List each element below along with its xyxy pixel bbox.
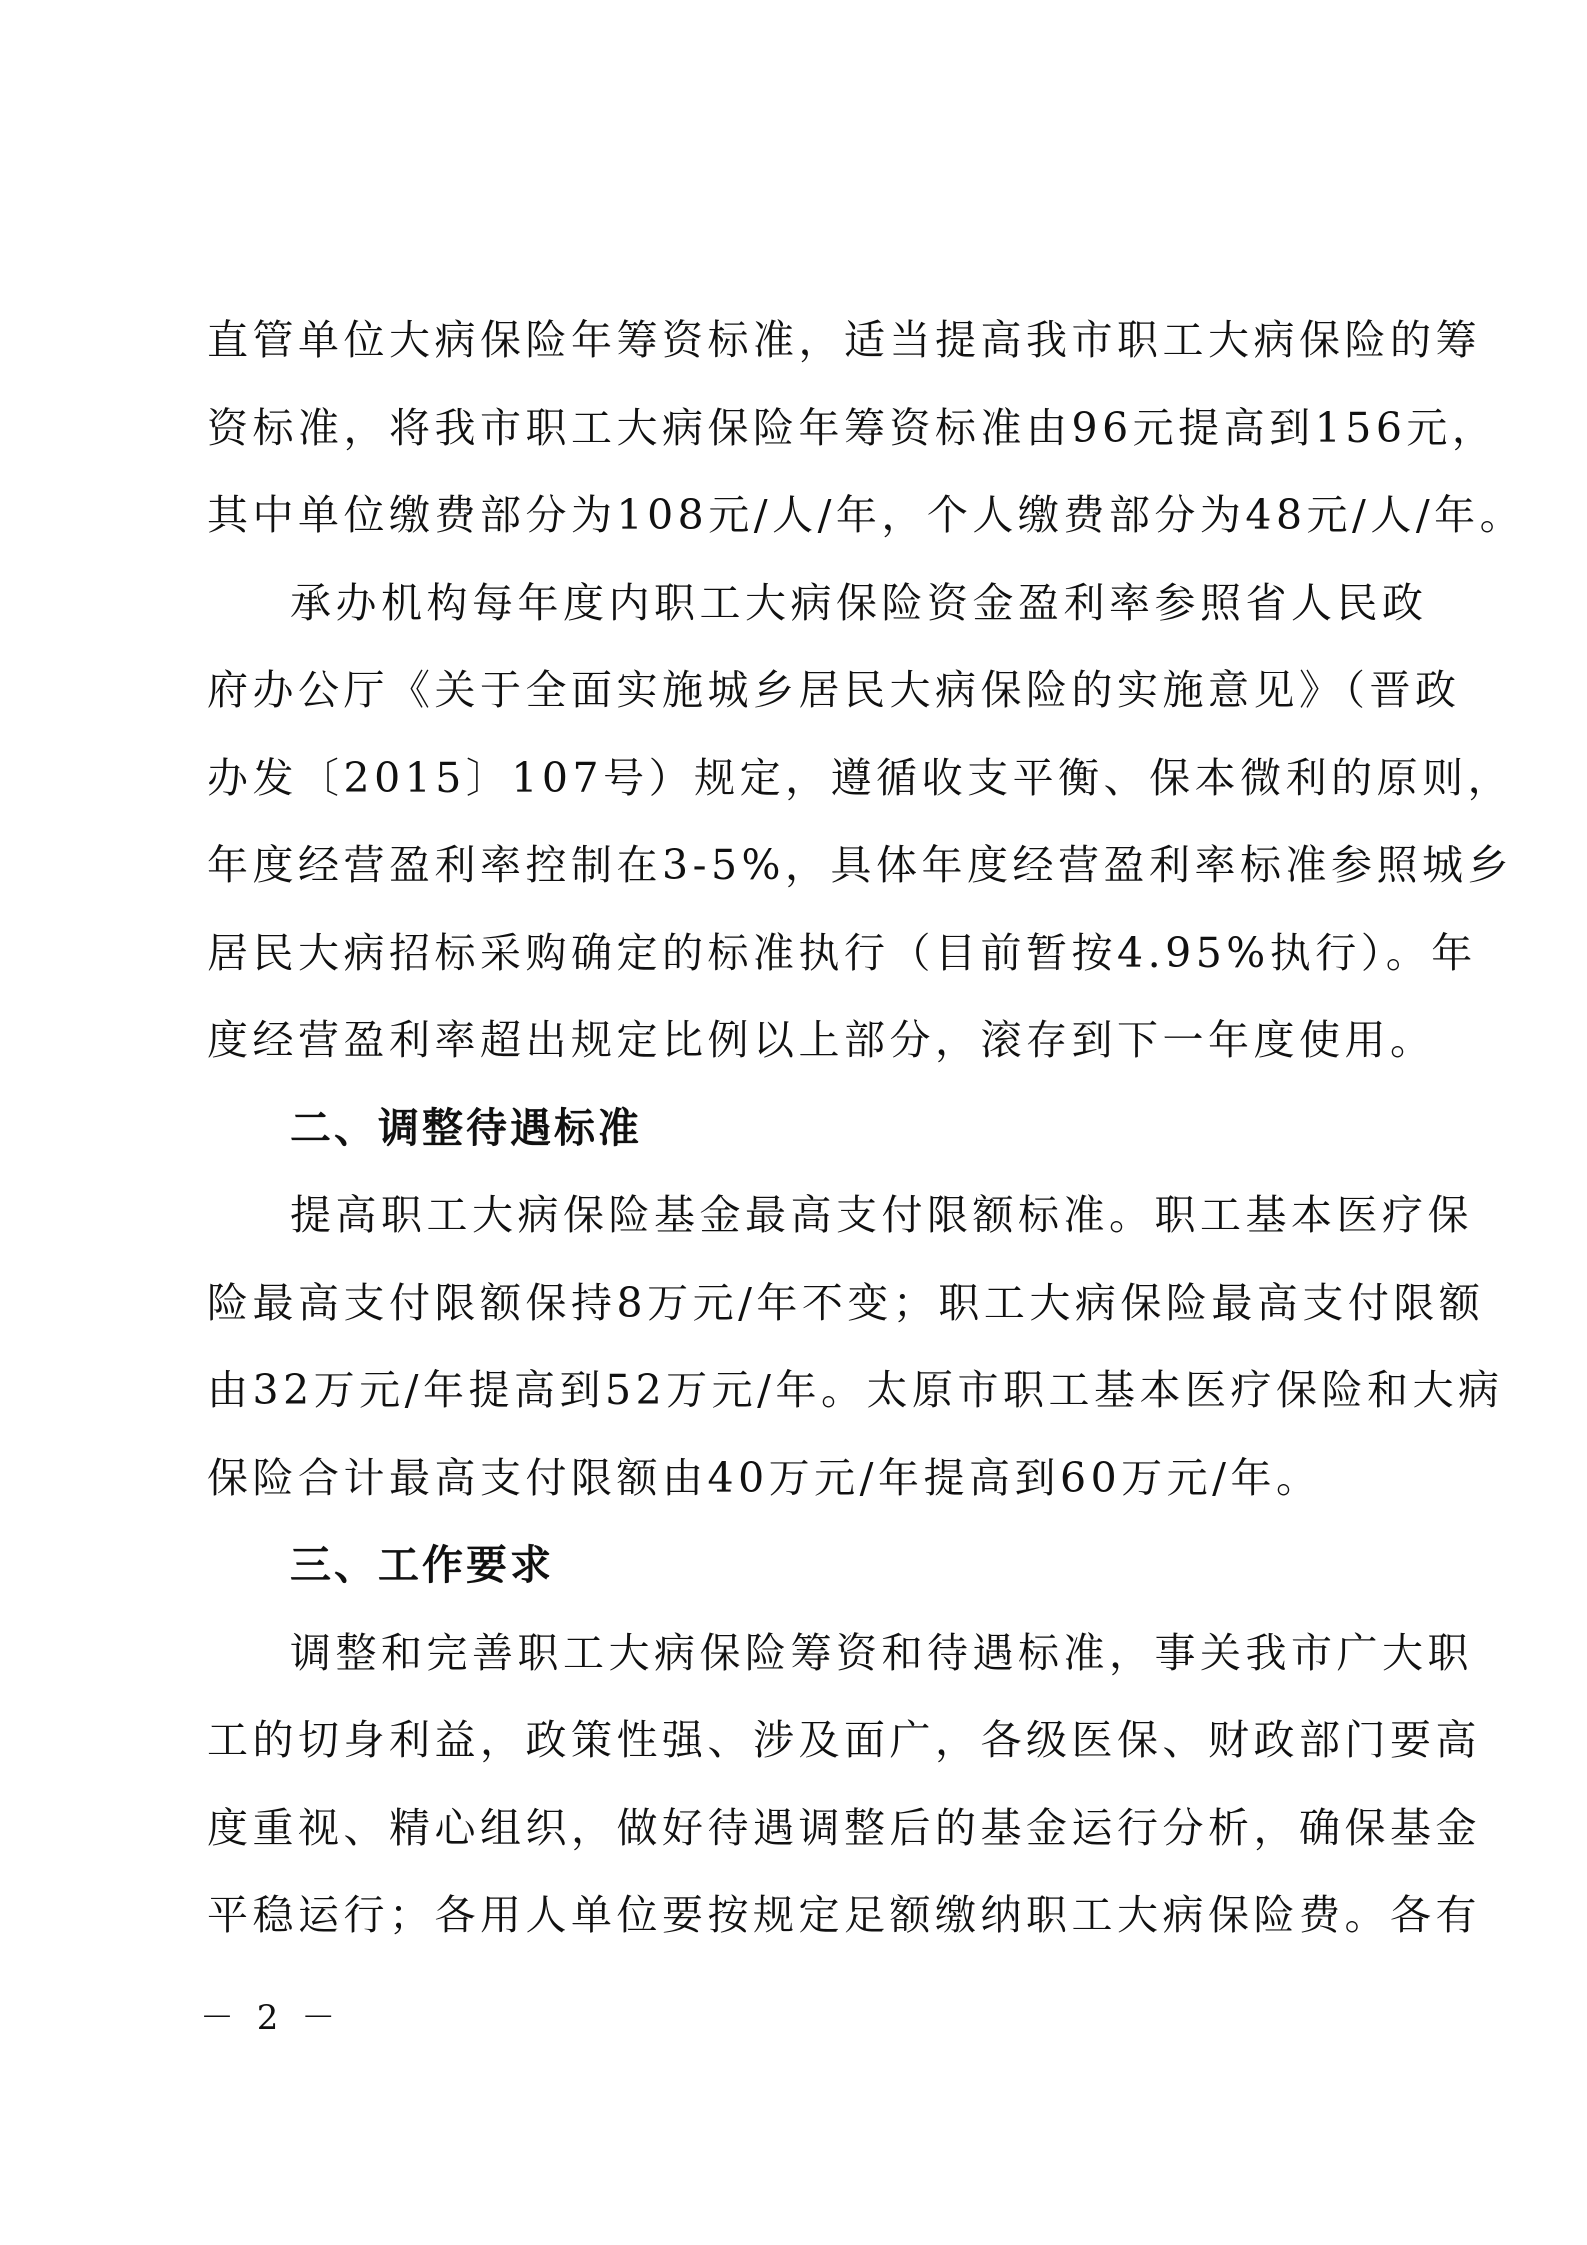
paragraph-line: 调整和完善职工大病保险筹资和待遇标准，事关我市广大职 <box>290 1629 1473 1677</box>
section-heading: 三、工作要求 <box>290 1541 554 1589</box>
page-number: － 2 － <box>200 1998 342 2038</box>
paragraph-line: 资标准，将我市职工大病保险年筹资标准由96元提高到156元， <box>207 404 1498 452</box>
paragraph-line: 险最高支付限额保持8万元/年不变；职工大病保险最高支付限额 <box>207 1279 1485 1327</box>
paragraph-line: 承办机构每年度内职工大病保险资金盈利率参照省人民政 <box>290 579 1428 627</box>
paragraph-line: 提高职工大病保险基金最高支付限额标准。职工基本医疗保 <box>290 1191 1473 1239</box>
paragraph-line: 其中单位缴费部分为108元/人/年，个人缴费部分为48元/人/年。 <box>207 491 1526 539</box>
paragraph-line: 度经营盈利率超出规定比例以上部分，滚存到下一年度使用。 <box>207 1016 1436 1064</box>
paragraph-line: 工的切身利益，政策性强、涉及面广，各级医保、财政部门要高 <box>207 1716 1481 1764</box>
section-heading: 二、调整待遇标准 <box>290 1104 642 1152</box>
paragraph-line: 由32万元/年提高到52万元/年。太原市职工基本医疗保险和大病 <box>207 1366 1504 1414</box>
paragraph-line: 保险合计最高支付限额由40万元/年提高到60万元/年。 <box>207 1454 1322 1502</box>
paragraph-line: 办发〔2015〕107号）规定，遵循收支平衡、保本微利的原则， <box>207 754 1514 802</box>
paragraph-line: 居民大病招标采购确定的标准执行（目前暂按4.95%执行）。年 <box>207 929 1477 977</box>
paragraph-line: 府办公厅《关于全面实施城乡居民大病保险的实施意见》（晋政 <box>207 666 1461 714</box>
paragraph-line: 度重视、精心组织，做好待遇调整后的基金运行分析，确保基金 <box>207 1804 1481 1852</box>
paragraph-line: 年度经营盈利率控制在3-5%，具体年度经营盈利率标准参照城乡 <box>207 841 1513 889</box>
paragraph-line: 直管单位大病保险年筹资标准，适当提高我市职工大病保险的筹 <box>207 316 1481 364</box>
paragraph-line: 平稳运行；各用人单位要按规定足额缴纳职工大病保险费。各有 <box>207 1891 1481 1939</box>
